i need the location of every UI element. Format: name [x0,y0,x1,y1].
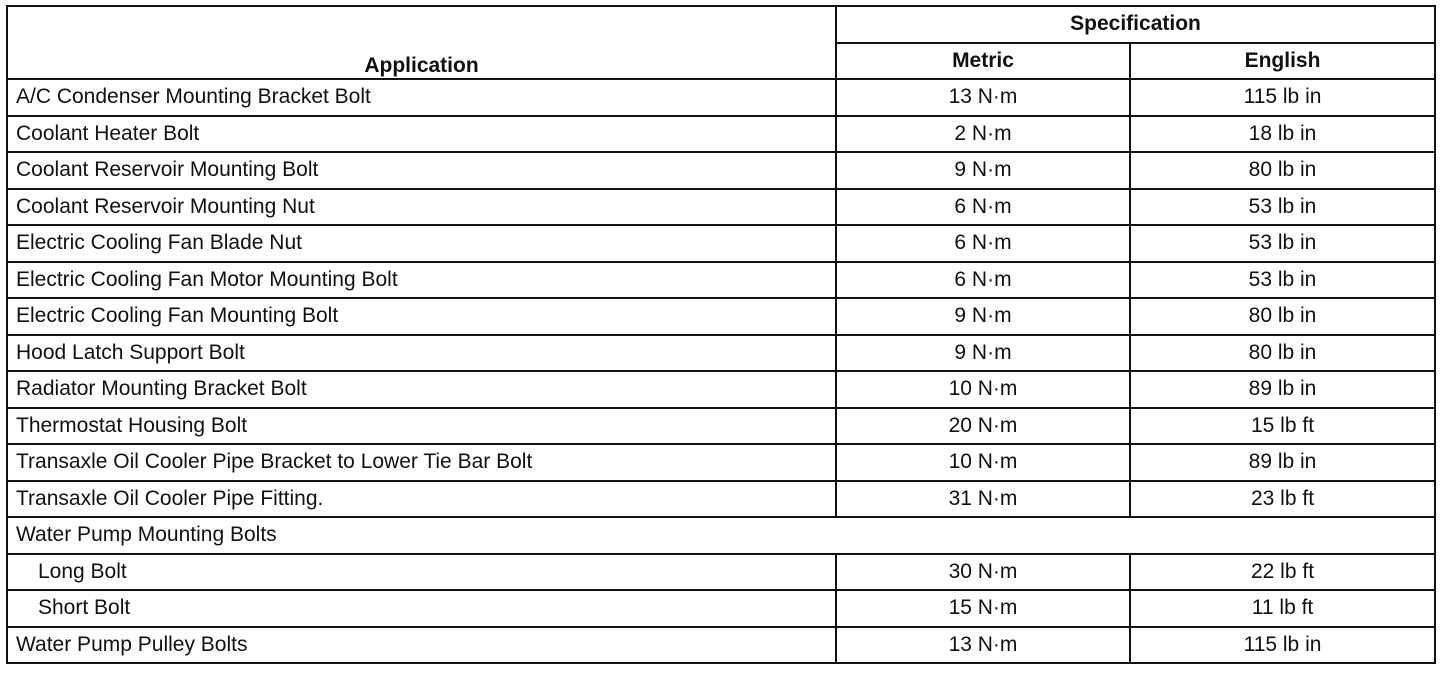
application-cell: Coolant Reservoir Mounting Nut [7,189,836,226]
table-row [7,152,1435,189]
torque-specification-table [6,5,1436,664]
english-cell: 11 lb ft [1130,590,1435,627]
table-row [7,371,1435,408]
application-cell: Long Bolt [7,554,836,591]
application-cell: Short Bolt [7,590,836,627]
table-row [7,79,1435,116]
english-cell: 89 lb in [1130,371,1435,408]
application-cell: Coolant Heater Bolt [7,116,836,153]
english-cell: 22 lb ft [1130,554,1435,591]
table-row [7,408,1435,445]
english-cell: 89 lb in [1130,444,1435,481]
application-cell: Electric Cooling Fan Blade Nut [7,225,836,262]
table-row [7,444,1435,481]
metric-cell: 6 N·m [836,262,1130,299]
metric-cell: 30 N·m [836,554,1130,591]
application-cell: Electric Cooling Fan Motor Mounting Bolt [7,262,836,299]
metric-cell: 13 N·m [836,627,1130,664]
table-row [7,554,1435,591]
table-row [7,262,1435,299]
application-cell: Coolant Reservoir Mounting Bolt [7,152,836,189]
english-cell: 80 lb in [1130,152,1435,189]
table-row [7,481,1435,518]
english-column-header: English [1130,43,1435,80]
metric-cell: 13 N·m [836,79,1130,116]
application-cell: Radiator Mounting Bracket Bolt [7,371,836,408]
english-cell: 23 lb ft [1130,481,1435,518]
metric-cell: 9 N·m [836,152,1130,189]
group-header-row [7,517,1435,554]
english-cell: 80 lb in [1130,335,1435,372]
english-cell: 15 lb ft [1130,408,1435,445]
application-cell: Transaxle Oil Cooler Pipe Bracket to Lower Tie Bar Bolt [7,444,836,481]
metric-cell: 10 N·m [836,444,1130,481]
english-cell: 115 lb in [1130,79,1435,116]
metric-cell: 15 N·m [836,590,1130,627]
metric-cell: 9 N·m [836,335,1130,372]
table-row [7,590,1435,627]
metric-cell: 2 N·m [836,116,1130,153]
metric-cell: 9 N·m [836,298,1130,335]
english-cell: 18 lb in [1130,116,1435,153]
metric-cell: 6 N·m [836,225,1130,262]
english-cell: 53 lb in [1130,225,1435,262]
table-row [7,335,1435,372]
table-row [7,189,1435,226]
english-cell: 80 lb in [1130,298,1435,335]
group-label-cell: Water Pump Mounting Bolts [7,517,1435,554]
application-cell: Hood Latch Support Bolt [7,335,836,372]
table-row [7,116,1435,153]
table-row [7,298,1435,335]
application-cell: Electric Cooling Fan Mounting Bolt [7,298,836,335]
application-cell: A/C Condenser Mounting Bracket Bolt [7,79,836,116]
application-column-header: Application [7,6,836,79]
metric-column-header: Metric [836,43,1130,80]
english-cell: 115 lb in [1130,627,1435,664]
english-cell: 53 lb in [1130,189,1435,226]
specification-column-header: Specification [836,6,1435,43]
metric-cell: 20 N·m [836,408,1130,445]
table-row [7,225,1435,262]
application-cell: Water Pump Pulley Bolts [7,627,836,664]
metric-cell: 6 N·m [836,189,1130,226]
english-cell: 53 lb in [1130,262,1435,299]
application-cell: Transaxle Oil Cooler Pipe Fitting. [7,481,836,518]
application-cell: Thermostat Housing Bolt [7,408,836,445]
metric-cell: 31 N·m [836,481,1130,518]
table-row [7,627,1435,664]
metric-cell: 10 N·m [836,371,1130,408]
